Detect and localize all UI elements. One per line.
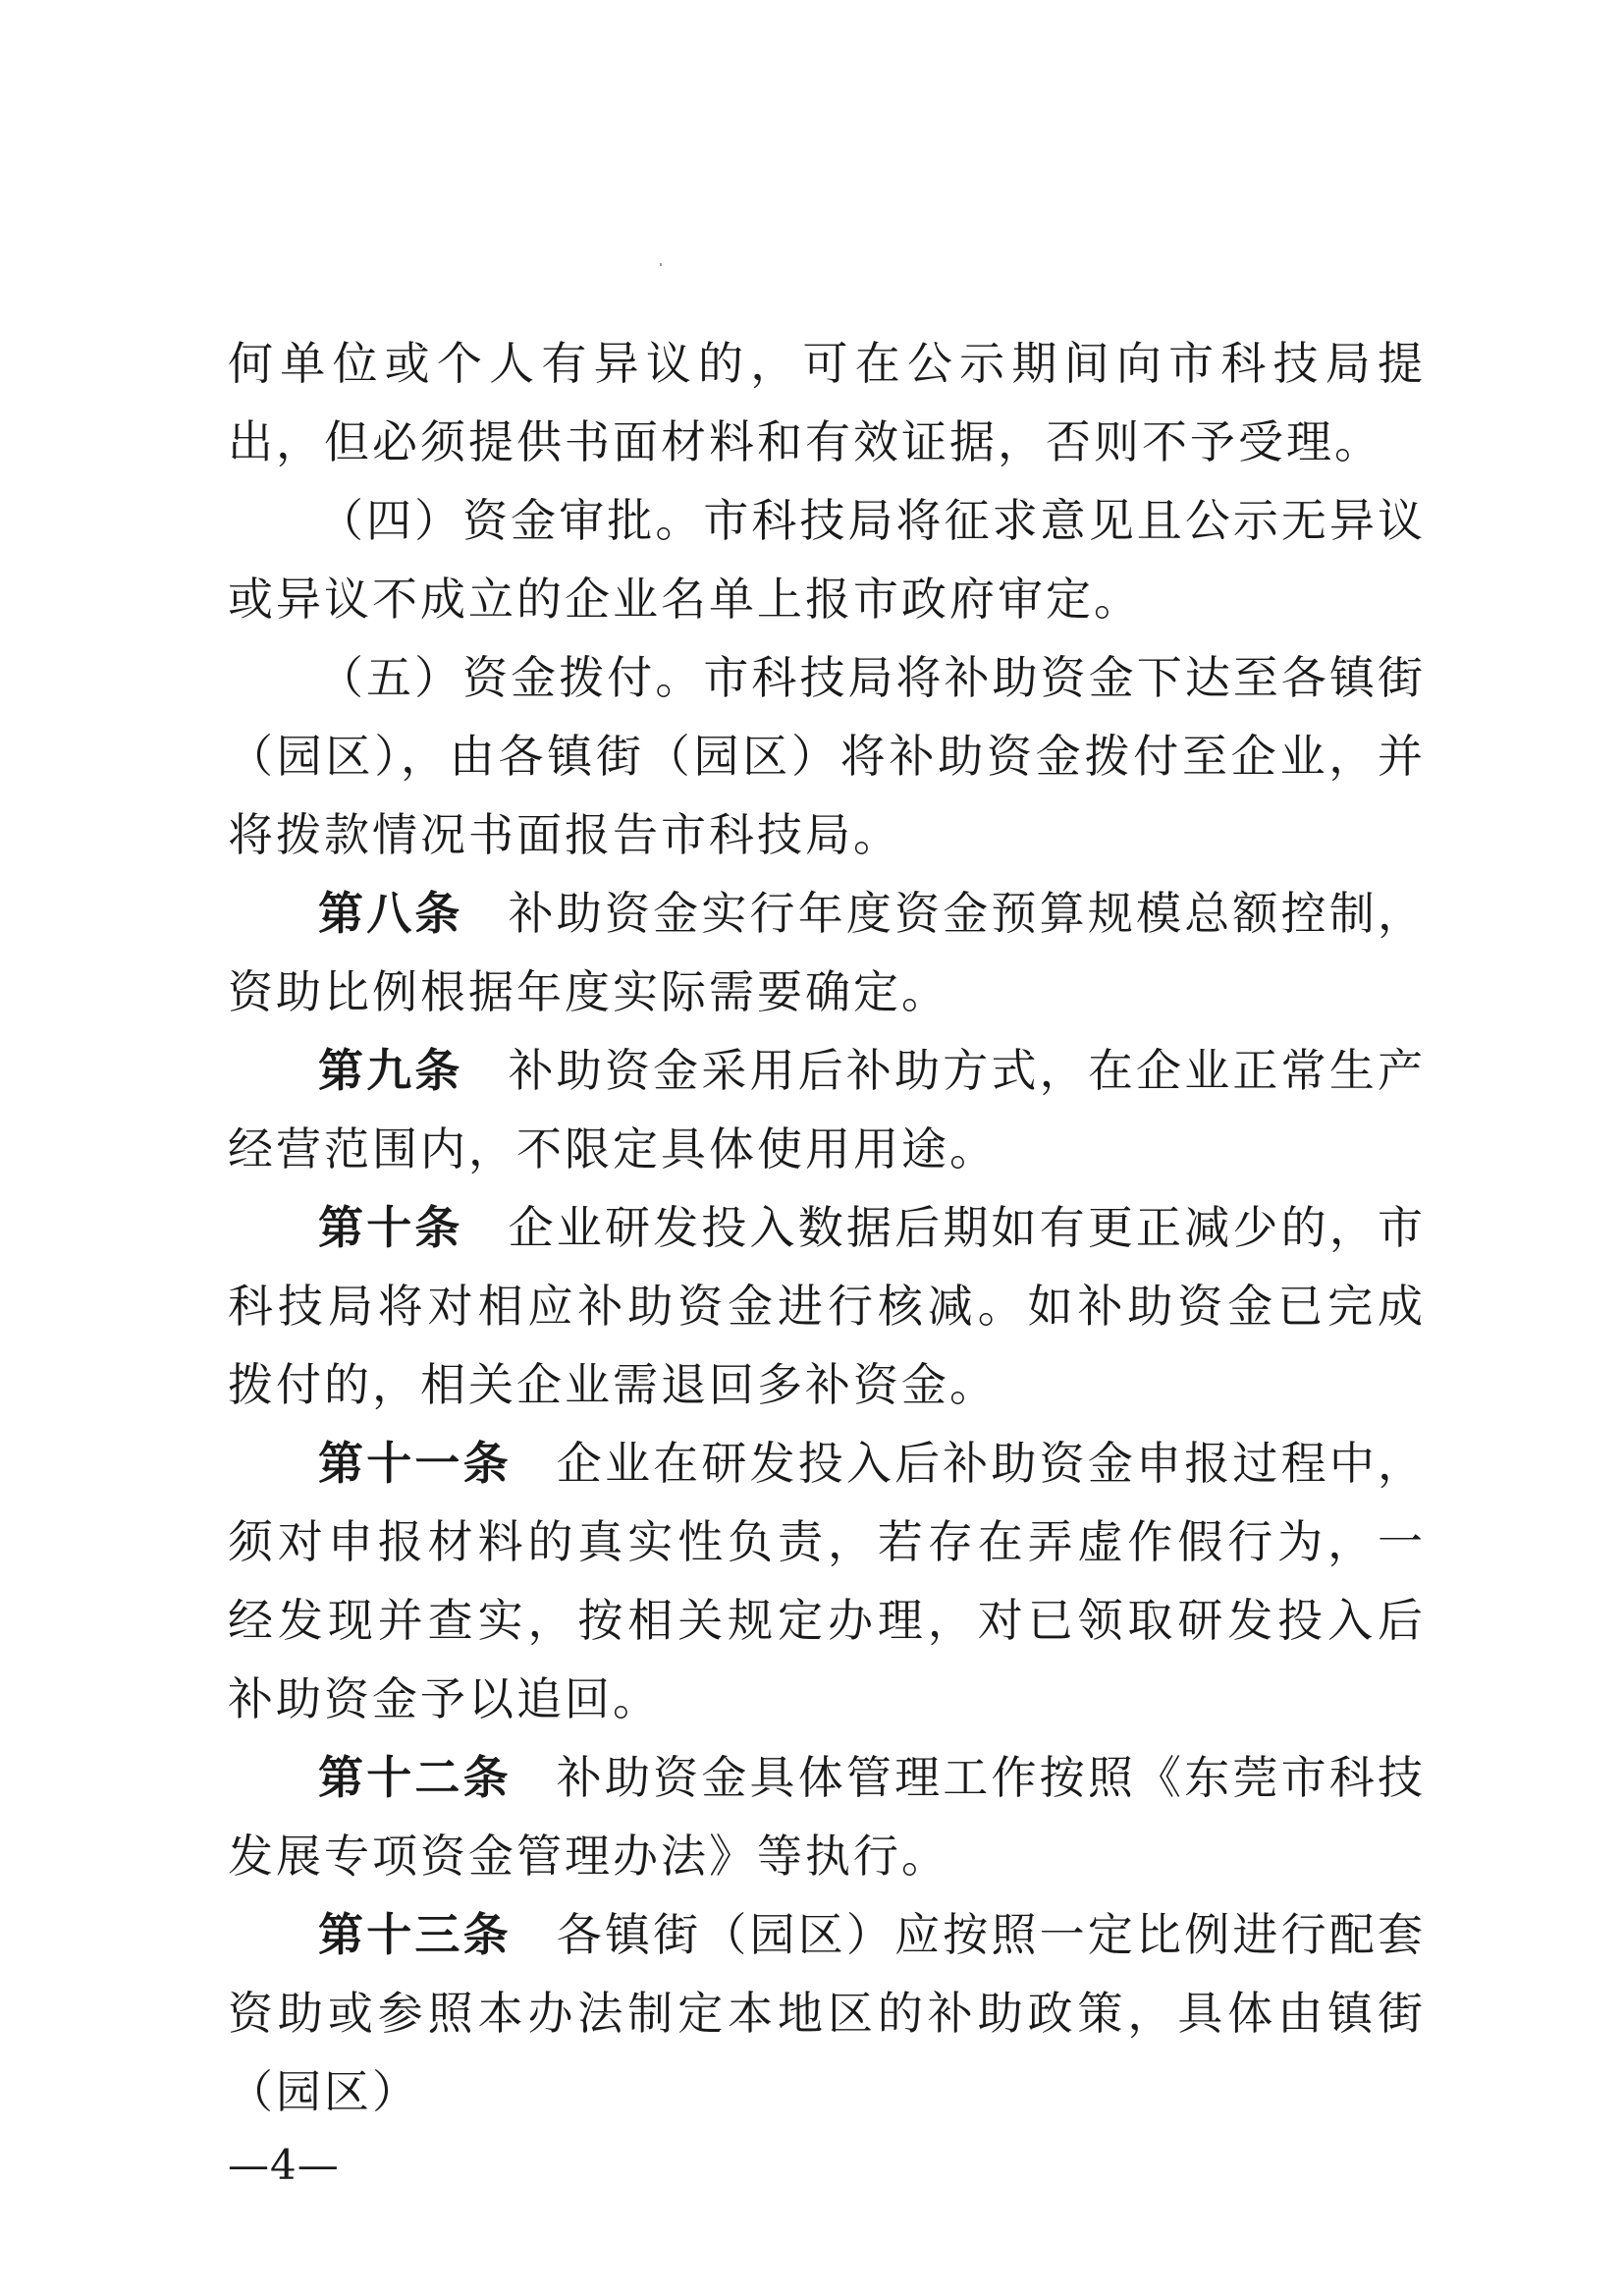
paragraph-funding-approval: （四）资金审批。市科技局将征求意见且公示无异议或异议不成立的企业名单上报市政府审定。 xyxy=(228,494,1426,626)
article-text: 补助资金实行年度资金预算规模总额控制，资助比例根据年度实际需要确定。 xyxy=(228,887,1427,1018)
article-10 xyxy=(228,1188,1426,1424)
article-number: 第十一条 xyxy=(318,1437,512,1490)
article-text: 各镇街（园区）应按照一定比例进行配套资助或参照本办法制定本地区的补助政策，具体由镇街（园区） xyxy=(228,1908,1427,2118)
scan-speck xyxy=(660,263,662,266)
article-text: 补助资金具体管理工作按照《东莞市科技发展专项资金管理办法》等执行。 xyxy=(228,1751,1427,1883)
document-body xyxy=(228,324,1426,2131)
article-13 xyxy=(228,1895,1426,2131)
article-12 xyxy=(228,1738,1426,1895)
article-9 xyxy=(228,1031,1426,1188)
article-number: 第十条 xyxy=(318,1201,463,1254)
article-8 xyxy=(228,874,1426,1031)
article-number: 第十二条 xyxy=(318,1751,512,1804)
paragraph-funding-disbursement: （五）资金拨付。市科技局将补助资金下达至各镇街（园区），由各镇街（园区）将补助资金拨付至企业，并将拨款情况书面报告市科技局。 xyxy=(228,651,1426,861)
page-number: —4— xyxy=(228,2141,340,2189)
article-number: 第九条 xyxy=(318,1044,463,1097)
article-number: 第八条 xyxy=(318,887,463,940)
article-text: 补助资金采用后补助方式，在企业正常生产经营范围内，不限定具体使用用途。 xyxy=(228,1044,1427,1175)
article-number: 第十三条 xyxy=(318,1908,512,1961)
article-text: 企业研发投入数据后期如有更正减少的，市科技局将对相应补助资金进行核减。如补助资金已完成拨付的，相关企业需退回多补资金。 xyxy=(228,1201,1427,1411)
article-text: 企业在研发投入后补助资金申报过程中，须对申报材料的真实性负责，若存在弄虚作假行为，一经发现并查实，按相关规定办理，对已领取研发投入后补助资金予以追回。 xyxy=(228,1437,1427,1725)
paragraph-continuation: 何单位或个人有异议的，可在公示期间向市科技局提出，但必须提供书面材料和有效证据，否则不予受理。 xyxy=(228,337,1426,468)
article-11 xyxy=(228,1424,1426,1738)
